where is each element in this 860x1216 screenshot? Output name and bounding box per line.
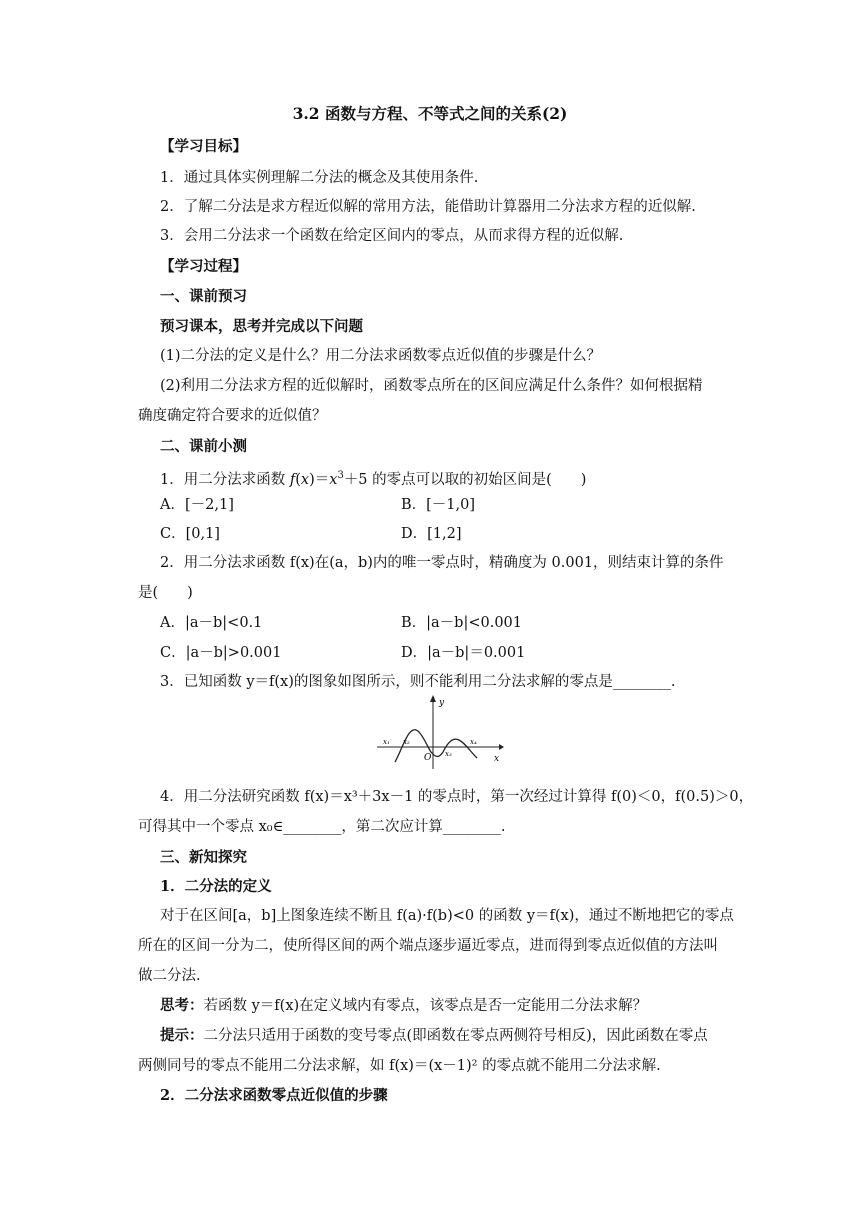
quiz-1-option-b: B．[－1,0] xyxy=(401,497,476,513)
quiz-question-4-line2: 可得其中一个零点 x₀∈________，第二次应计算________. xyxy=(138,819,506,835)
quiz-question-2-line2: 是( ) xyxy=(138,585,193,601)
goal-item-1: 1．通过具体实例理解二分法的概念及其使用条件. xyxy=(160,170,479,186)
steps-heading: 2．二分法求函数零点近似值的步骤 xyxy=(160,1087,388,1104)
quiz-question-4-line1: 4．用二分法研究函数 f(x)＝x³＋3x－1 的零点时，第一次经过计算得 f(0)＜0，f(0.5)＞0， xyxy=(160,789,754,805)
preview-subheading: 预习课本，思考并完成以下问题 xyxy=(160,318,363,335)
quiz-1-option-d: D．[1,2] xyxy=(401,526,462,542)
quiz-2-option-a: A．|a－b|<0.1 xyxy=(160,615,263,631)
hint-line-2: 两侧同号的零点不能用二分法求解，如 f(x)＝(x－1)² 的零点就不能用二分法求解. xyxy=(138,1058,661,1074)
explore-heading: 三、新知探究 xyxy=(160,849,247,866)
quiz-question-2-line1: 2．用二分法求函数 f(x)在(a，b)内的唯一零点时，精确度为 0.001，则结束计算的条件 xyxy=(160,555,724,571)
quiz-heading: 二、课前小测 xyxy=(160,438,247,455)
preview-question-2-line2: 确度确定符合要求的近似值？ xyxy=(138,408,327,424)
definition-line-2: 所在的区间一分为二，使所得区间的两个端点逐步逼近零点，进而得到零点近似值的方法叫 xyxy=(138,938,718,954)
process-heading: 【学习过程】 xyxy=(160,258,247,275)
hint-label: 提示： xyxy=(160,1027,204,1044)
quiz-1-option-a: A．[－2,1] xyxy=(160,497,234,513)
think-paragraph xyxy=(160,996,647,1016)
preview-question-1: (1)二分法的定义是什么？用二分法求函数零点近似值的步骤是什么？ xyxy=(160,348,602,364)
preview-question-2-line1: (2)利用二分法求方程的近似解时，函数零点所在的区间应满足什么条件？如何根据精 xyxy=(160,378,703,394)
definition-heading: 1．二分法的定义 xyxy=(160,878,272,895)
quiz-1-option-c: C．[0,1] xyxy=(160,526,220,542)
quiz-question-1: 1．用二分法求函数 $f(x)=x^3+5$ 的零点可以取的初始区间是( ) xyxy=(160,470,587,488)
zero-label-x1: x₁ xyxy=(383,738,390,746)
x-axis-label: x xyxy=(494,754,500,764)
zero-label-x2: x₂ xyxy=(403,738,410,746)
definition-line-1: 对于在区间[a，b]上图象连续不断且 f(a)·f(b)<0 的函数 y＝f(x)，通过不断地把它的零点 xyxy=(160,908,734,924)
origin-label: O xyxy=(424,753,432,763)
zero-label-x3: x₃ xyxy=(445,750,452,758)
y-axis-label: y xyxy=(439,698,445,708)
definition-line-3: 做二分法. xyxy=(138,968,201,984)
think-text: 若函数 y＝f(x)在定义域内有零点，该零点是否一定能用二分法求解？ xyxy=(203,998,648,1014)
quiz-2-option-d: D．|a－b|＝0.001 xyxy=(401,645,526,661)
preview-heading: 一、课前预习 xyxy=(160,288,247,305)
page-title: 3.2 函数与方程、不等式之间的关系(2) xyxy=(292,104,568,123)
hint-paragraph xyxy=(160,1026,708,1046)
quiz-2-option-c: C．|a－b|>0.001 xyxy=(160,645,282,661)
quiz-question-3: 3．已知函数 y＝f(x)的图象如图所示，则不能利用二分法求解的零点是________. xyxy=(160,674,676,690)
x-axis-arrow xyxy=(499,744,504,750)
goal-item-2: 2．了解二分法是求方程近似解的常用方法，能借助计算器用二分法求方程的近似解. xyxy=(160,199,696,215)
y-axis-arrow xyxy=(430,695,436,702)
goals-heading: 【学习目标】 xyxy=(160,138,247,155)
goal-item-3: 3．会用二分法求一个函数在给定区间内的零点，从而求得方程的近似解. xyxy=(160,228,624,244)
zero-label-x4: x₄ xyxy=(470,738,477,746)
quiz-2-option-b: B．|a－b|<0.001 xyxy=(401,615,523,631)
think-label: 思考： xyxy=(160,997,204,1014)
hint-line-1: 二分法只适用于函数的变号零点(即函数在零点两侧符号相反)，因此函数在零点 xyxy=(203,1028,708,1044)
function-graph-figure xyxy=(373,692,505,772)
